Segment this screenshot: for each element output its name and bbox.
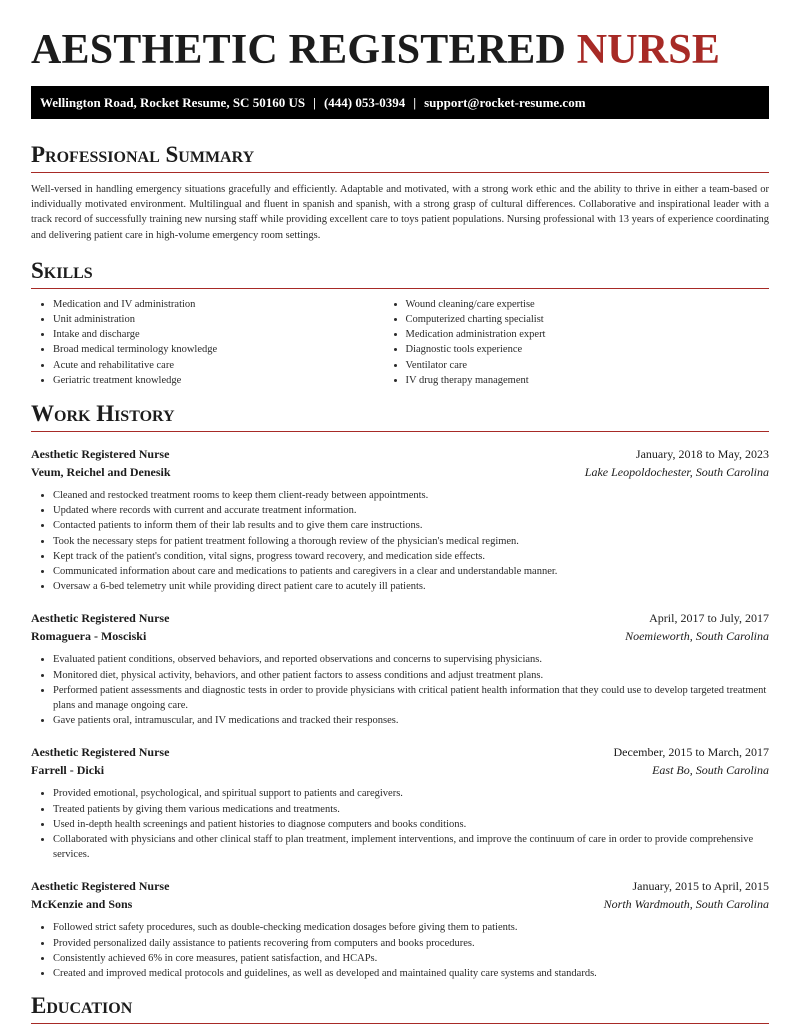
job-bullet: • Communicated information about care and medications to patients and caregivers in a clear and understandable manner. [53,564,769,579]
job-bullet: • Collaborated with physicians and other clinical staff to plan treatment, implement interventions, and improve the continuum of care in order to provide comprehensive services. [53,832,769,862]
job-company: Veum, Reichel and Denesik [31,465,171,480]
skill-item: • Geriatric treatment knowledge [53,373,384,388]
job-dates: January, 2018 to May, 2023 [635,447,769,462]
name-main: AESTHETIC REGISTERED [31,27,567,73]
job-bullet: • Oversaw a 6-bed telemetry unit while providing direct patient care to acutely ill patients. [53,579,769,594]
contact-address: Wellington Road, Rocket Resume, SC 50160 US [40,94,306,110]
job-entry [31,878,769,981]
skill-item: • Diagnostic tools experience [406,342,769,357]
skill-item: • Medication administration expert [406,327,769,342]
job-bullet: • Cleaned and restocked treatment rooms to keep them client-ready between appointments. [53,488,769,503]
job-bullet: • Created and improved medical protocols and guidelines, as well as developed and maintained quality care systems and standards. [53,966,769,981]
job-bullets [31,920,769,981]
skill-item: • Medication and IV administration [53,297,384,312]
job-dates: December, 2015 to March, 2017 [613,745,769,760]
summary-text: Well-versed in handling emergency situations gracefully and efficiently. Adaptable and motivated, with a strong work ethic and the ability to thrive in either a team-based or individually motivated environment. Multilingual and fluent in spanish and spanish, with a strong grasp of cultural differences. Collaborative and inspirational leader with a track record of successfully training new nursing staff while providing excellent care to toys patient populations. Nursing professional with 13 years of experience coordinating and delivering patient care in high-volume emergency room settings. [31,184,769,241]
job-bullet: • Treated patients by giving them various medications and treatments. [53,802,769,817]
job-title: Aesthetic Registered Nurse [31,447,170,462]
contact-bar [31,86,769,119]
job-bullet: • Evaluated patient conditions, observed behaviors, and reported observations and concerns to supervising physicians. [53,652,769,667]
job-bullet: • Monitored diet, physical activity, behaviors, and other patient factors to assess conditions and adjust treatment plans. [53,668,769,683]
job-title: Aesthetic Registered Nurse [31,611,170,626]
job-bullet: • Provided personalized daily assistance to patients recovering from computers and books procedures. [53,936,769,951]
job-bullets [31,488,769,594]
job-bullet: • Provided emotional, psychological, and spiritual support to patients and caregivers. [53,786,769,801]
job-location: East Bo, South Carolina [652,763,769,778]
work-history-section-title: Work History [31,401,769,432]
skills-section-title: Skills [31,258,769,289]
resume-page [31,0,769,1024]
skill-item: • Acute and rehabilitative care [53,358,384,373]
skill-item: • Intake and discharge [53,327,384,342]
job-bullet: • Followed strict safety procedures, such as double-checking medication dosages before giving them to patients. [53,920,769,935]
job-bullet: • Kept track of the patient's condition, vital signs, progress toward recovery, and medication side effects. [53,549,769,564]
job-dates: January, 2015 to April, 2015 [632,879,769,894]
education-section-title: Education [31,993,769,1024]
skill-item: • Computerized charting specialist [406,312,769,327]
resume-name-heading [31,0,769,86]
job-entry [31,610,769,728]
skill-item: • Wound cleaning/care expertise [406,297,769,312]
job-bullets [31,652,769,728]
skill-item: • IV drug therapy management [406,373,769,388]
job-company: Romaguera - Mosciski [31,629,147,644]
job-bullet: • Performed patient assessments and diagnostic tests in order to provide physicians with critical patient health information that they could use to develop targeted treatment plans and manage ongoing care. [53,683,769,713]
job-bullets [31,786,769,862]
job-entry [31,744,769,862]
job-bullet: • Gave patients oral, intramuscular, and IV medications and tracked their responses. [53,713,769,728]
skills-column-left [31,297,384,388]
job-location: Noemieworth, South Carolina [625,629,769,644]
job-bullet: • Consistently achieved 6% in core measures, patient satisfaction, and HCAPs. [53,951,769,966]
skill-item: • Ventilator care [406,358,769,373]
job-bullet: • Contacted patients to inform them of their lab results and to give them care instructions. [53,518,769,533]
job-entry [31,446,769,594]
job-title: Aesthetic Registered Nurse [31,879,170,894]
name-accent: NURSE [576,27,721,73]
summary-section-title: Professional Summary [31,142,769,173]
skill-item: • Broad medical terminology knowledge [53,342,384,357]
job-location: Lake Leopoldochester, South Carolina [584,465,769,480]
job-title: Aesthetic Registered Nurse [31,745,170,760]
contact-email[interactable]: support@rocket-resume.com [424,94,586,110]
skills-column-right [384,297,769,388]
job-location: North Wardmouth, South Carolina [603,897,769,912]
job-company: McKenzie and Sons [31,897,133,912]
contact-phone[interactable]: (444) 053-0394 [323,94,406,110]
contact-separator: | [313,94,316,110]
contact-separator: | [413,94,417,110]
job-dates: April, 2017 to July, 2017 [649,611,769,626]
job-bullet: • Updated where records with current and accurate treatment information. [53,503,769,518]
skills-list [31,297,769,388]
job-bullet: • Used in-depth health screenings and patient histories to diagnose computers and books conditions. [53,817,769,832]
job-bullet: • Took the necessary steps for patient treatment following a thorough review of the physician's medical regimen. [53,534,769,549]
skill-item: • Unit administration [53,312,384,327]
job-company: Farrell - Dicki [31,763,105,778]
